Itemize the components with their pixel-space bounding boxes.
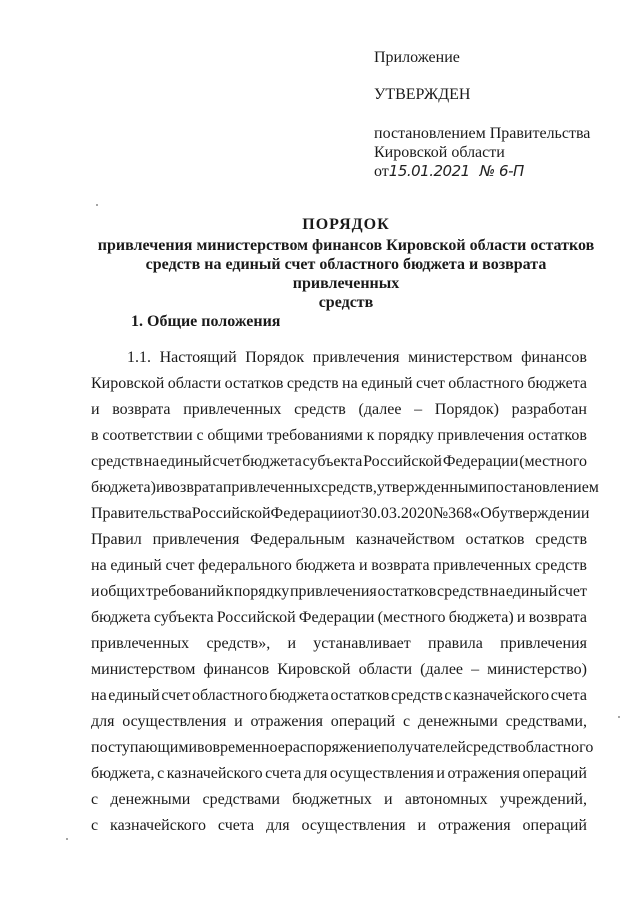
text-line: и возврата привлеченных средств (далее – Порядок) разработан <box>91 401 587 418</box>
approval-stamp-block <box>374 48 624 181</box>
date-prefix: от <box>374 163 389 180</box>
text-line: для осуществления и отражения операций с денежными средствами, <box>91 713 587 730</box>
approval-decree-line: постановлением Правительства <box>374 125 591 142</box>
document-title: ПОРЯДОК <box>302 216 390 233</box>
body-paragraph <box>91 345 599 839</box>
appendix-label: Приложение <box>374 49 460 66</box>
text-line: поступающими во временное распоряжение получателей средств областного <box>91 739 594 756</box>
scan-speck <box>618 716 620 718</box>
document-subtitle-line: средств <box>318 294 374 311</box>
text-line: Правил привлечения Федеральным казначейством остатков средств <box>91 531 587 548</box>
text-line: на единый счет областного бюджета остатков средств с казначейского счета <box>91 687 587 704</box>
approval-region-line: Кировской области <box>374 144 505 161</box>
scan-speck <box>96 204 98 206</box>
text-line: в соответствии с общими требованиями к порядку привлечения остатков <box>91 427 587 444</box>
text-line: на единый счет федерального бюджета и возврата привлеченных средств <box>91 557 587 574</box>
approved-label: УТВЕРЖДЕН <box>374 86 471 103</box>
approval-date-line <box>374 162 624 181</box>
section-heading: 1. Общие положения <box>131 313 281 330</box>
handwritten-date: 15.01.2021 <box>388 162 470 180</box>
scan-speck <box>66 838 68 840</box>
document-subtitle-line: привлечения министерством финансов Кировской области остатков <box>97 237 595 254</box>
text-line: Кировской области остатков средств на единый счет областного бюджета <box>91 375 587 392</box>
text-line: Правительства Российской Федерации от 30.03.2020 № 368 «Об утверждении <box>91 505 590 522</box>
text-line: средств на единый счет бюджета субъекта Российской Федерации (местного <box>91 453 587 470</box>
text-line: привлеченных средств», и устанавливает правила привлечения <box>91 635 587 652</box>
text-line: 1.1. Настоящий Порядок привлечения министерством финансов <box>127 349 587 366</box>
text-line: с казначейского счета для осуществления и отражения операций <box>91 817 587 834</box>
text-line: с денежными средствами бюджетных и автономных учреждений, <box>91 791 587 808</box>
document-title-block <box>96 215 596 312</box>
text-line: и общих требований к порядку привлечения остатков средств на единый счет <box>91 583 587 600</box>
text-line: бюджета субъекта Российской Федерации (местного бюджета) и возврата <box>91 609 587 626</box>
handwritten-number: № 6-П <box>479 162 524 180</box>
text-line: бюджета) и возврата привлеченных средств, утвержденными постановлением <box>91 479 599 496</box>
text-line: министерством финансов Кировской области (далее – министерство) <box>91 661 587 678</box>
document-subtitle-line: средств на единый счет областного бюджета и возврата привлеченных <box>145 256 547 292</box>
text-line: бюджета, с казначейского счета для осуществления и отражения операций <box>91 765 587 782</box>
